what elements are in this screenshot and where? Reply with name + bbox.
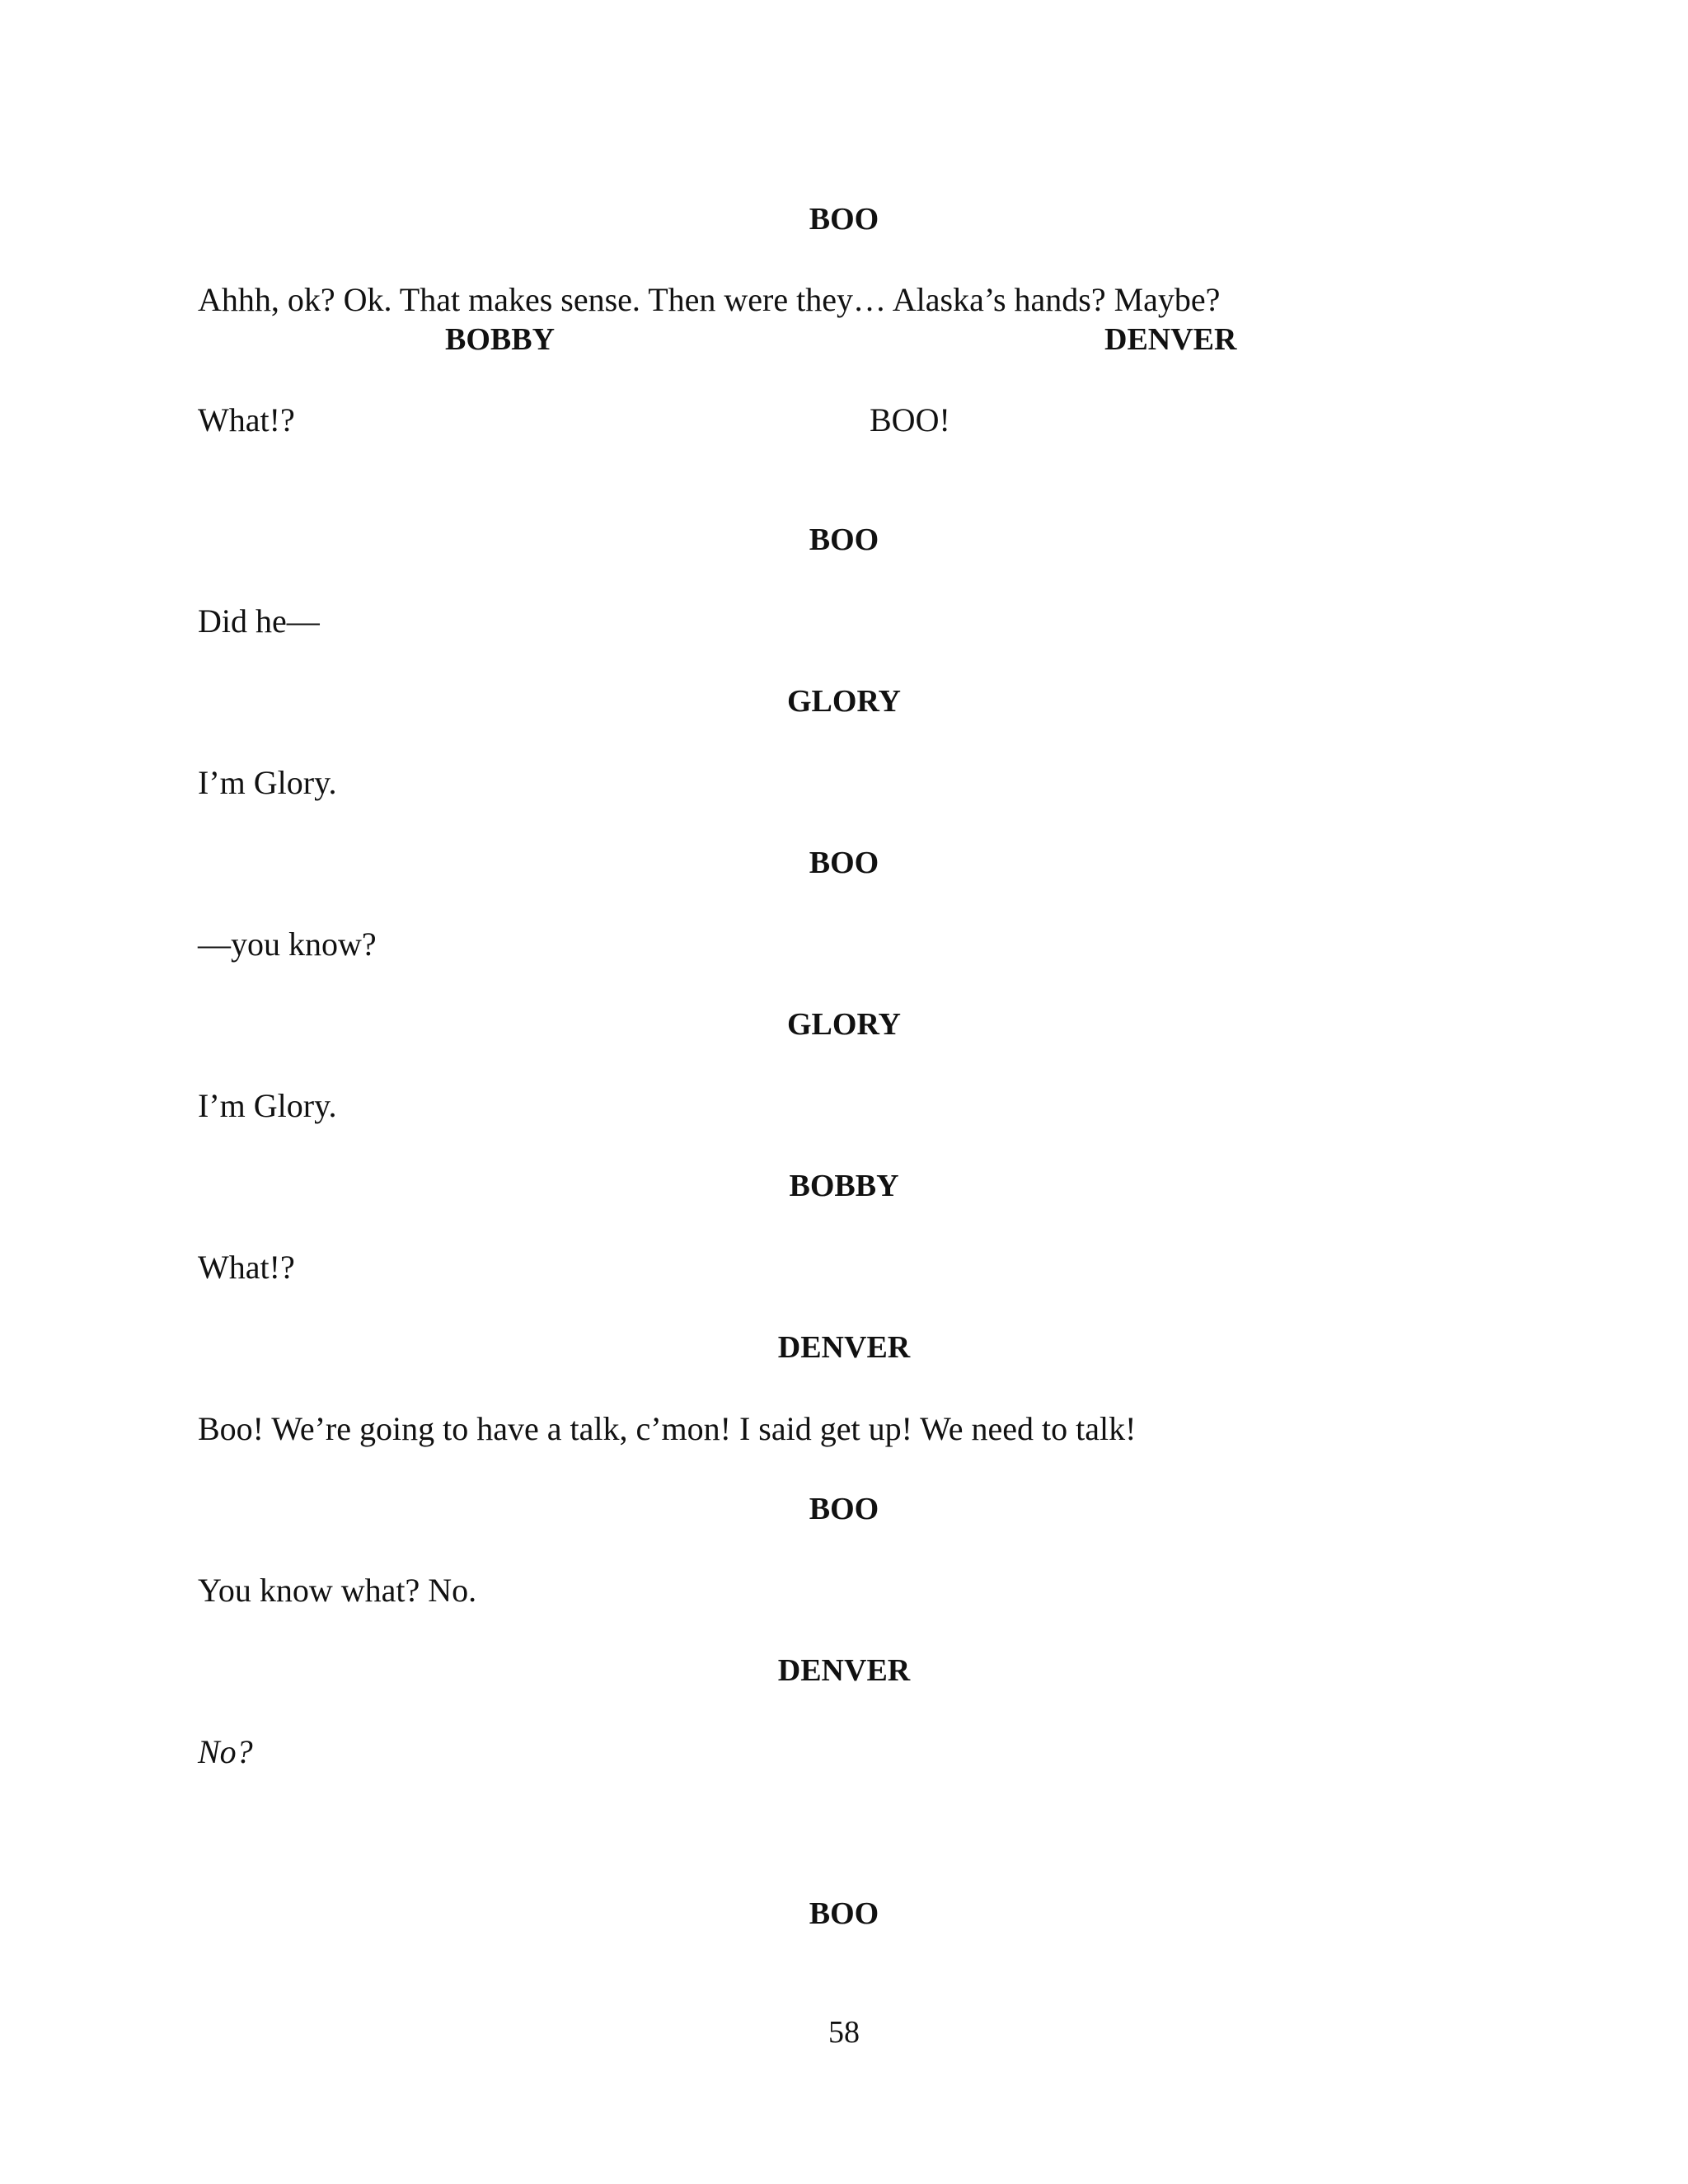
dialogue-line: Boo! We’re going to have a talk, c’mon! I said get up! We need to talk! [198, 1410, 1137, 1447]
character-name: GLORY [786, 1007, 901, 1042]
dialogue-line: You know what? No. [198, 1572, 477, 1609]
character-name: GLORY [786, 684, 901, 719]
character-name: BOO [809, 846, 879, 880]
dialogue-line: What!? [198, 1249, 295, 1286]
dialogue-line: No? [198, 1733, 253, 1770]
page-number: 58 [828, 2015, 860, 2050]
character-name: DENVER [777, 1653, 911, 1688]
character-name: BOO [809, 202, 879, 237]
character-name: BOO [809, 523, 879, 557]
dialogue-line: Ahhh, ok? Ok. That makes sense. Then were they… Alaska’s hands? Maybe? [198, 281, 1221, 318]
dual-character-right: DENVER [1104, 322, 1237, 357]
dual-character-left: BOBBY [445, 322, 556, 357]
character-name: BOO [809, 1896, 879, 1931]
dialogue-line: Did he— [198, 602, 320, 640]
dual-dialogue-right: BOO! [870, 401, 950, 438]
dual-dialogue-left: What!? [198, 401, 295, 438]
dialogue-line: —you know? [198, 926, 377, 963]
dialogue-line: I’m Glory. [198, 764, 337, 801]
character-name: BOBBY [789, 1169, 899, 1203]
character-name: BOO [809, 1492, 879, 1526]
character-name: DENVER [777, 1330, 911, 1365]
dialogue-line: I’m Glory. [198, 1087, 337, 1124]
